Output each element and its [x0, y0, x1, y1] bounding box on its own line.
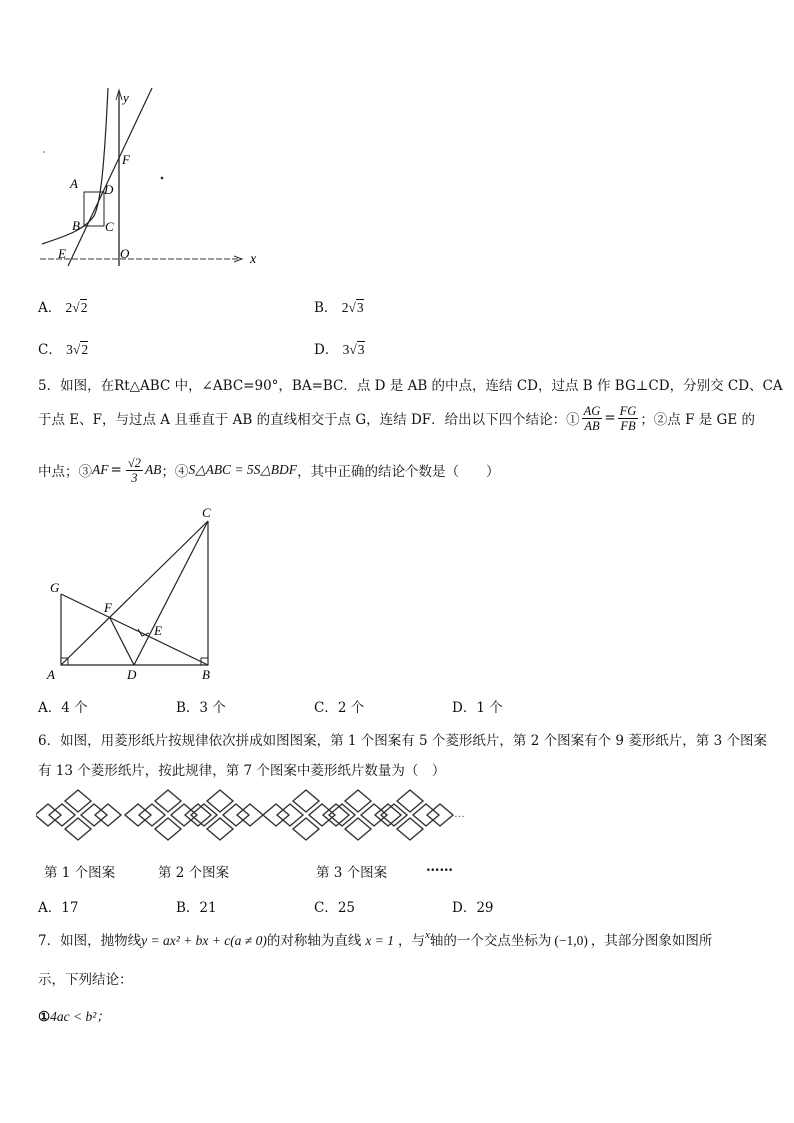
rhombus [155, 790, 181, 812]
option-letter: D． [314, 342, 339, 358]
line-ef [68, 88, 152, 266]
q7-line-2: 示，下列结论： [38, 972, 133, 988]
rhombus [397, 790, 423, 812]
q5-option-c[interactable]: C．2 个 [314, 700, 365, 716]
q4-option-d[interactable] [314, 338, 365, 358]
label-d: D [127, 667, 137, 682]
label-e: E [58, 246, 66, 261]
area-relation: S△ABC = 5S△BDF [188, 462, 298, 477]
rhombus [345, 790, 371, 812]
label-b: B [72, 218, 80, 233]
label-f: F [122, 152, 130, 167]
option-value: 2√2 [65, 300, 88, 315]
option-letter: A． [38, 300, 62, 316]
label-e: E [154, 623, 162, 638]
rhombus [207, 818, 233, 840]
rhombus [207, 790, 233, 812]
label-g: G [50, 580, 60, 595]
segment-ca [61, 521, 208, 665]
option-value: 3√3 [342, 342, 365, 357]
label-f: F [104, 600, 112, 615]
q6-caption-3: 第 3 个图案 [316, 865, 388, 881]
label-a: A [47, 667, 55, 682]
q5-option-a[interactable]: A．4 个 [38, 700, 88, 716]
fraction-ag-ab: $\frac{AG}{AB}$ [583, 403, 601, 433]
q6-line-2: 有 13 个菱形纸片，按此规律，第 7 个图案中菱形纸片数量为（ ） [38, 763, 446, 779]
rhombus [397, 818, 423, 840]
label-x: x [250, 252, 257, 267]
label-c: C [105, 219, 114, 234]
q6-caption-2: 第 2 个图案 [158, 865, 230, 881]
rhombus [293, 790, 319, 812]
segment-cd [134, 521, 208, 665]
label-b: B [202, 667, 210, 682]
q6-line-1: 6．如图，用菱形纸片按规律依次拼成如图图案，第 1 个图案有 5 个菱形纸片，第 2 个图案有个 9 菱形纸片，第 3 个图案 [38, 733, 767, 749]
label-d: D [104, 182, 114, 197]
label-a: A [70, 176, 78, 191]
q4-option-a[interactable] [38, 296, 87, 316]
rhombus [345, 818, 371, 840]
rhombus [293, 818, 319, 840]
label-o: O [120, 246, 130, 261]
segment-gb [61, 594, 208, 665]
option-letter: B． [314, 300, 338, 316]
q5-line-2: 于点 E、F，与过点 A 且垂直于 AB 的直线相交于点 G，连结 DF．给出以下四个结论：① $\frac{AG}{AB}$ = $\frac{FG}{FB}$ ；②点 F 是 GE 的 [38, 403, 755, 433]
option-value: 2√3 [341, 300, 364, 315]
stray-dot-2 [43, 151, 45, 153]
right-angle-e [138, 629, 149, 636]
q6-option-d[interactable]: D．29 [452, 900, 494, 916]
stray-dot [161, 177, 164, 180]
q4-figure [36, 84, 266, 270]
rhombus [65, 790, 91, 812]
q6-caption-1: 第 1 个图案 [44, 865, 116, 881]
q5-figure [40, 505, 230, 685]
q5-line-3: 中点；③ AF = $\frac{√2}{3}$ AB ；④ S△ABC = 5S△BDF ，其中正确的结论个数是（ ） [38, 455, 500, 485]
q7-line-1: 7．如图，抛物线y = ax² + bx + c(a ≠ 0)的对称轴为直线 x = 1 ，与$^x$轴的一个交点坐标为 (−1,0) ，其部分图象如图所 [38, 929, 713, 949]
q5-option-d[interactable]: D．1 个 [452, 700, 503, 716]
q5-option-b[interactable]: B．3 个 [176, 700, 226, 716]
q4-option-c[interactable] [38, 338, 88, 358]
fraction-fg-fb: $\frac{FG}{FB}$ [619, 403, 637, 433]
parabola-equation: y = ax² + bx + c(a ≠ 0) [141, 933, 267, 948]
q6-rhombus-patterns [36, 787, 476, 847]
option-letter: C． [38, 342, 62, 358]
segment-fd [110, 618, 134, 665]
q6-option-b[interactable]: B．21 [176, 900, 217, 916]
intersection-point: (−1,0) [554, 933, 588, 948]
label-y: y [123, 90, 129, 105]
q6-option-a[interactable]: A．17 [38, 900, 79, 916]
q6-option-c[interactable]: C．25 [314, 900, 356, 916]
trailing-dots: … [454, 808, 465, 820]
rhombus [155, 818, 181, 840]
rhombus [65, 818, 91, 840]
q7-item-1: ①4ac < b²； [38, 1009, 110, 1025]
fraction-root2-3: $\frac{√2}{3}$ [127, 455, 141, 485]
q5-line-1: 5．如图，在Rt△ABC 中，∠ABC=90°，BA=BC．点 D 是 AB 的中点，连结 CD，过点 B 作 BG⊥CD，分别交 CD、CA [38, 378, 783, 394]
option-value: 3√2 [66, 342, 89, 357]
q6-caption-ellipsis: …… [426, 859, 453, 875]
q4-option-b[interactable] [314, 296, 364, 316]
label-c: C [202, 505, 211, 520]
